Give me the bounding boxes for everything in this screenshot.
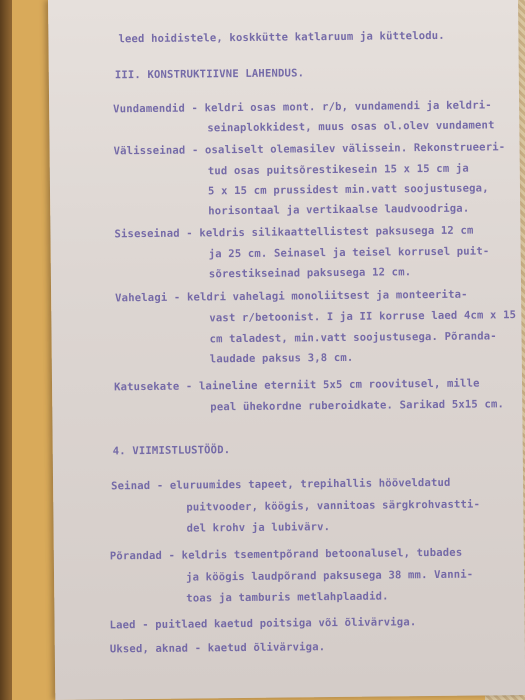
text-line: Katusekate - laineline eterniit 5x5 cm roovitusel, mille [113,377,480,394]
text-line: Siseseinad - keldris silikaattellistest paksusega 12 cm [114,224,474,241]
section-heading-construction: III. KONSTRUKTIIVNE LAHENDUS. [114,67,305,82]
text-line: tud osas puitsõrestikesein 15 x 15 cm ja [207,162,469,178]
text-line: Välisseinad - osaliselt olemasilev välissein. Rekonstrueeri- [113,141,506,158]
text-line: ja köögis laudpõrand paksusega 38 mm. Vanni- [185,568,474,584]
text-line: del krohv ja lubivärv. [186,521,331,535]
text-line: cm taladest, min.vatt soojustusega. Põranda- [209,330,497,346]
text-line: horisontaal ja vertikaalse laudvoodriga. [208,202,470,218]
text-line: 5 x 15 cm prussidest min.vatt soojustusega, [207,182,489,198]
typewritten-page [48,0,525,700]
text-line: ja 25 cm. Seinasel ja teisel korrusel puit- [208,245,490,261]
text-line: puitvooder, köögis, vannitoas särgkrohvastti- [186,498,481,514]
text-line: laudade paksus 3,8 cm. [209,351,354,366]
text-line: Uksed, aknad - kaetud õlivärviga. [109,641,326,656]
text-line: vast r/betoonist. I ja II korruse laed 4cm x 15 [209,309,517,325]
text-line: Põrandad - keldris tsementpõrand betoonalusel, tubades [109,546,463,563]
section-heading-finishing: 4. VIIMISTLUSTÖÖD. [112,444,231,458]
text-line: sõrestikseinad paksusega 12 cm. [208,266,412,281]
text-line: peal ühekordne ruberoidkate. Sarikad 5x15 cm. [210,398,505,414]
text-line: Seinad - eluruumides tapeet, trepihallis hööveldatud [111,476,451,493]
text-line: Vahelagi - keldri vahelagi monoliitsest ja monteerita- [115,288,468,305]
intro-line: leed hoidistele, koskkütte katlaruum ja küttelodu. [118,29,445,46]
text-line: Laed - puitlaed kaetud poitsiga või õlivärviga. [109,616,417,632]
text-line: toas ja tamburis metlahplaadid. [186,590,389,605]
text-line: Vundamendid - keldri osas mont. r/b, vundamendi ja keldri- [113,99,492,116]
text-line: seinaplokkidest, muus osas ol.olev vundament [207,119,495,135]
